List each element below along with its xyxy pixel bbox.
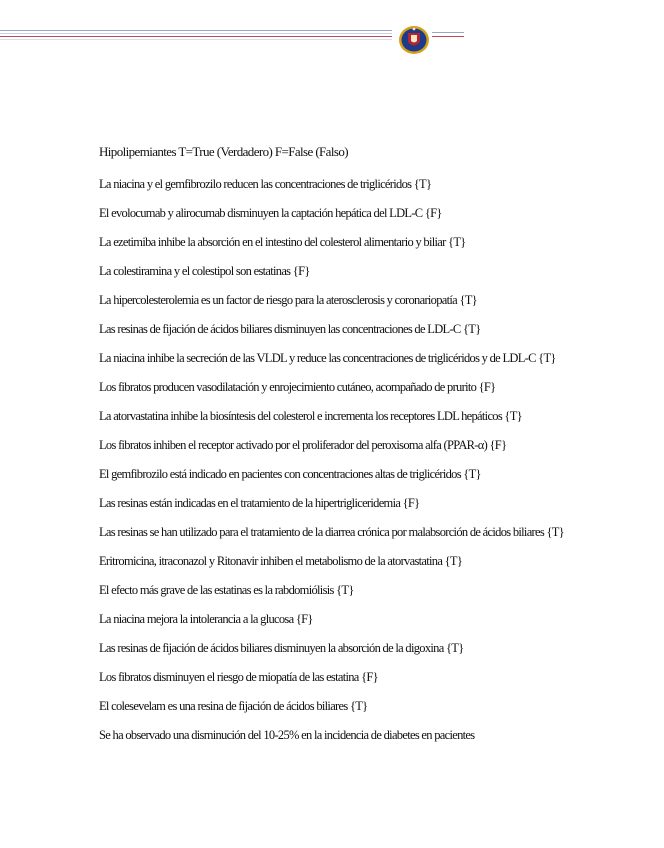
statement-list <box>99 177 569 742</box>
statement-item: Las resinas están indicadas en el tratamiento de la hipertrigliceridemia {F} <box>99 496 420 510</box>
statement-item: La colestiramina y el colestipol son estatinas {F} <box>99 264 310 278</box>
statement-item: La niacina mejora la intolerancia a la glucosa {F} <box>99 612 313 626</box>
header-line <box>432 32 464 33</box>
statement-item: Los fibratos producen vasodilatación y enrojecimiento cutáneo, acompañado de prurito {F} <box>99 380 496 394</box>
header-line <box>0 39 392 40</box>
statement-item: El evolocumab y alirocumab disminuyen la captación hepática del LDL-C {F} <box>99 206 442 220</box>
statement-item: La ezetimiba inhibe la absorción en el intestino del colesterol alimentario y biliar {T} <box>99 235 466 249</box>
statement-item: La atorvastatina inhibe la biosíntesis del colesterol e incrementa los receptores LDL hepáticos {T} <box>99 409 522 423</box>
statement-item: El efecto más grave de las estatinas es la rabdomiólisis {T} <box>99 583 354 597</box>
university-seal-logo <box>398 25 430 55</box>
document-body <box>99 144 569 757</box>
statement-item: Las resinas de fijación de ácidos biliares disminuyen las concentraciones de LDL-C {T} <box>99 322 481 336</box>
statement-item: Eritromicina, itraconazol y Ritonavir inhiben el metabolismo de la atorvastatina {T} <box>99 554 463 568</box>
statement-item: Los fibratos inhiben el receptor activado por el proliferador del peroxisoma alfa (PPAR-α) {F} <box>99 438 507 452</box>
statement-item: Las resinas se han utilizado para el tratamiento de la diarrea crónica por malabsorción de ácidos biliares {T} <box>99 525 564 539</box>
header-line <box>0 30 392 31</box>
statement-item: Se ha observado una disminución del 10-25% en la incidencia de diabetes en pacientes <box>99 728 475 742</box>
statement-item: Los fibratos disminuyen el riesgo de miopatía de las estatina {F} <box>99 670 378 684</box>
statement-item: La niacina y el gemfibrozilo reducen las concentraciones de triglicéridos {T} <box>99 177 432 191</box>
header-line <box>432 36 464 37</box>
statement-item: La hipercolesterolemia es un factor de riesgo para la aterosclerosis y coronariopatía {T} <box>99 293 477 307</box>
statement-item: Las resinas de fijación de ácidos biliares disminuyen la absorción de la digoxina {T} <box>99 641 464 655</box>
document-title: Hipolipemiantes T=True (Verdadero) F=False (Falso) <box>99 144 348 159</box>
statement-item: El colesevelam es una resina de fijación de ácidos biliares {T} <box>99 699 368 713</box>
statement-item: El gemfibrozilo está indicado en pacientes con concentraciones altas de triglicéridos {T} <box>99 467 481 481</box>
statement-item: La niacina inhibe la secreción de las VLDL y reduce las concentraciones de triglicéridos y de LDL-C {T} <box>99 351 556 365</box>
header-line <box>0 36 392 37</box>
header-line <box>0 33 392 34</box>
